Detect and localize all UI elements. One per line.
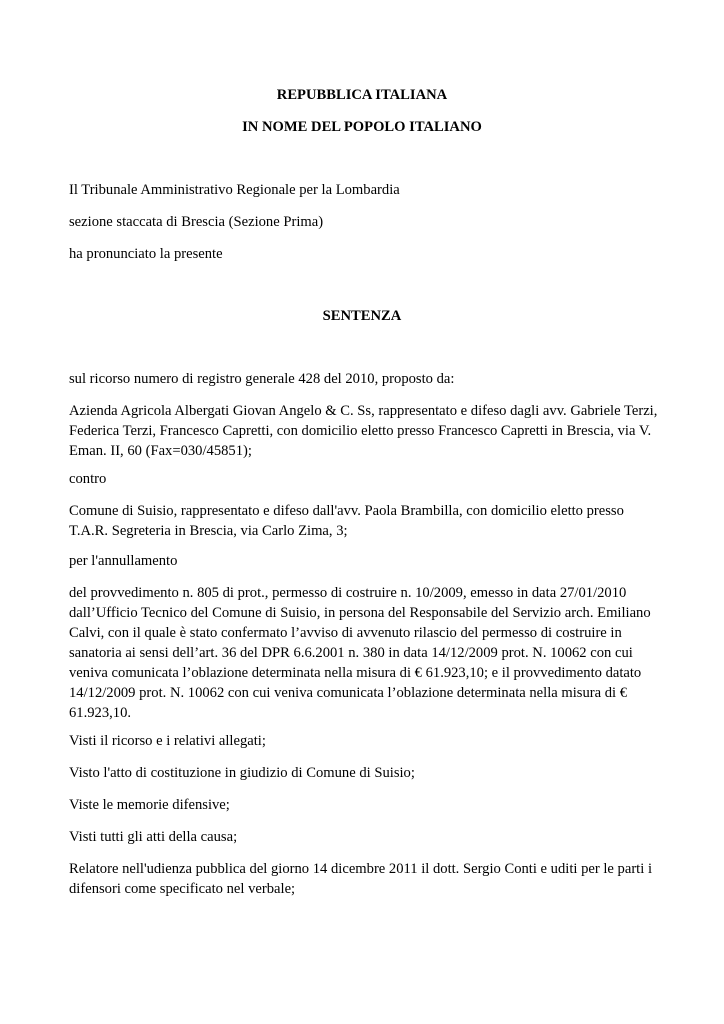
paragraph-defendant: Comune di Suisio, rappresentato e difeso dall'avv. Paola Brambilla, con domicilio eletto presso T.A.R. Segreteria in Brescia, via Carlo Zima, 3; (69, 503, 624, 539)
paragraph-recourse: sul ricorso numero di registro generale 428 del 2010, proposto da: (69, 371, 455, 387)
paragraph-against: contro (69, 471, 107, 487)
paragraph-annulment: per l'annullamento (69, 553, 178, 569)
court-line-2: sezione staccata di Brescia (Sezione Prima) (69, 214, 324, 230)
court-line-1: Il Tribunale Amministrativo Regionale per la Lombardia (69, 182, 400, 198)
court-line-3: ha pronunciato la presente (69, 246, 223, 262)
paragraph-provision: del provvedimento n. 805 di prot., permesso di costruire n. 10/2009, emesso in data 27/01/2010 dall’Ufficio Tecnico del Comune di Suisio, in persona del Responsabile del Servizio arch. Emiliano Calvi, con il quale è stato confermato l’avviso di avvenuto rilascio del permesso di costruire in sanatoria ai sensi dell’art. 36 del DPR 6.6.2001 n. 380 in data 14/12/2009 prot. N. 10062 con cui veniva comunicata l’oblazione determinata nella misura di € 61.923,10; e il provvedimento datato 14/12/2009 prot. N. 10062 con cui veniva comunicata l’oblazione determinata nella misura di € 61.923,10. (69, 585, 651, 721)
header-republic: REPUBBLICA ITALIANA (276, 87, 448, 103)
page-title: SENTENZA (322, 308, 402, 324)
paragraph-rapporteur: Relatore nell'udienza pubblica del giorno 14 dicembre 2011 il dott. Sergio Conti e uditi per le parti i difensori come specificato nel verbale; (69, 861, 652, 897)
header-in-name: IN NOME DEL POPOLO ITALIANO (242, 119, 482, 135)
paragraph-seen-1: Visti il ricorso e i relativi allegati; (69, 733, 266, 749)
paragraph-seen-3: Viste le memorie difensive; (69, 797, 230, 813)
paragraph-plaintiff: Azienda Agricola Albergati Giovan Angelo & C. Ss, rappresentato e difeso dagli avv. Gabriele Terzi, Federica Terzi, Francesco Capretti, con domicilio eletto presso Francesco Capretti in Brescia, via V. Eman. II, 60 (Fax=030/45851); (69, 403, 658, 459)
paragraph-seen-2: Visto l'atto di costituzione in giudizio di Comune di Suisio; (69, 765, 415, 781)
paragraph-seen-4: Visti tutti gli atti della causa; (69, 829, 238, 845)
